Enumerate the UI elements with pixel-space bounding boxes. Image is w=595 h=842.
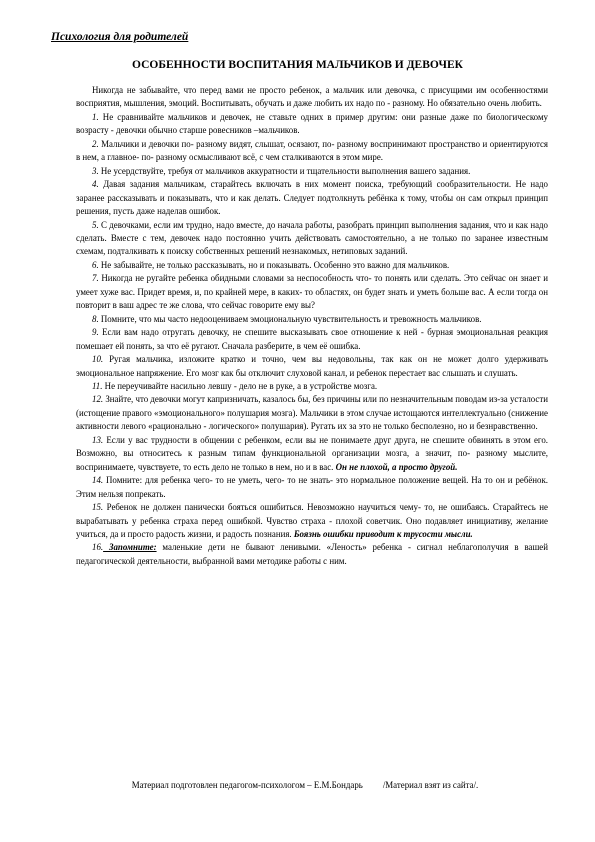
footer-source: /Материал взят из сайта/. <box>382 780 479 790</box>
paragraph-1 <box>76 111 548 138</box>
paragraph-10 <box>76 353 548 380</box>
paragraph-text: Не переучивайте насильно левшу - дело не в руке, а в устройстве мозга. <box>102 380 378 391</box>
paragraph-text: Ребенок не должен панически бояться ошибиться. Невозможно научиться чему- то, не ошибаясь. Старайтесь не вырабатывать у ребенка страха перед ошибкой. Чувство страха - плохой советчик. Оно подавляет инициативу, желание учиться, да и просто радость жизни, и радость познания. <box>76 502 548 539</box>
paragraph-3 <box>76 165 548 178</box>
paragraph-text: Не сравнивайте мальчиков и девочек, не ставьте одних в пример другим: они разные даже по биологическому возрасту - девочки обычно старше ровесников –мальчиков. <box>76 111 548 136</box>
paragraph-12 <box>76 393 548 433</box>
paragraph-6 <box>76 259 548 272</box>
document-title: ОСОБЕННОСТИ ВОСПИТАНИЯ МАЛЬЧИКОВ И ДЕВОЧЕК <box>132 59 463 71</box>
paragraph-lead: Запомните: <box>103 542 157 553</box>
footer-author: Материал подготовлен педагогом-психологом – Е.М.Бондарь <box>131 780 363 790</box>
paragraph-text: Ругая мальчика, изложите кратко и точно, чем вы недовольны, так как он не может долго удерживать эмоциональное напряжение. Его мозг как бы отключит слуховой канал, и ребенок перестает вас слышать и слушать. <box>76 354 548 378</box>
section-header: Психология для родителей <box>51 31 189 43</box>
paragraph-16 <box>76 541 548 568</box>
paragraph-text: Если вам надо отругать девочку, не спешите высказывать свое отношение к ней - бурная эмоциональная реакция помешает ей понять, за что её ругают. Сначала разберите, в чем её ошибка. <box>76 327 548 351</box>
paragraph-number: 5. <box>92 219 99 230</box>
paragraph-number: 15. <box>92 502 104 513</box>
paragraph-text: Никогда не ругайте ребенка обидными словами за неспособность что- то понять или сделать. Это сейчас он знает и умеет хуже вас. Придет время, и, по крайней мере, в каких- то областях, он будет знать и уметь больше вас. А если тогда он повторит в ваш адрес те же слова, что сейчас говорите ему вы? <box>76 273 548 311</box>
paragraph-text: Знайте, что девочки могут капризничать, казалось бы, без причины или по незначительным поводам из-за усталости (истощение правого «эмоционального» полушария мозга). Мальчики в этом случае истощаются интеллектуально (снижение активности левого «рационально - логического» полушария). Ругать их за это не только бесполезно, но и безнравственно. <box>76 394 548 432</box>
paragraph-text: Не забывайте, не только рассказывать, но и показывать. Особенно это важно для мальчиков. <box>98 259 450 270</box>
paragraph-number: 12. <box>92 394 104 405</box>
paragraph-text: маленькие дети не бывают ленивыми. «Леность» ребенка - сигнал неблагополучия в вашей педагогической деятельности, выбранной вами методике работы с ним. <box>76 542 548 566</box>
paragraph-5 <box>76 219 548 259</box>
paragraph-number: 13. <box>92 434 104 445</box>
paragraph-text: Если у вас трудности в общении с ребенком, если вы не понимаете друг друга, не спешите обвинять в этом его. Возможно, вы относитесь к разным типам функциональной организации мозга, а значит, по- разному мыслите, воспринимаете, чувствуете, то есть дело не только в нем, но и в вас. <box>76 434 548 472</box>
paragraph-2 <box>76 138 548 165</box>
paragraph-number: 3. <box>92 165 99 176</box>
paragraph-11 <box>76 380 548 393</box>
paragraph-15 <box>76 501 548 541</box>
paragraph-number: 1. <box>92 111 99 122</box>
document-body <box>76 84 548 568</box>
paragraph-7 <box>76 272 548 312</box>
paragraph-13 <box>76 434 548 474</box>
paragraph-number: 14. <box>92 475 104 486</box>
paragraph-text: Мальчики и девочки по- разному видят, слышат, осязают, по- разному воспринимают пространство и ориентируются в нем, а главное- по- разному осмысливают всё, с чем сталкиваются в этом мире. <box>76 138 548 163</box>
paragraph-emphasis: Он не плохой, а просто другой. <box>333 461 458 472</box>
paragraph-text: Не усердствуйте, требуя от мальчиков аккуратности и тщательности выполнения вашего задания. <box>98 165 471 176</box>
intro-paragraph: Никогда не забывайте, что перед вами не просто ребенок, а мальчик или девочка, с присущими им особенностями восприятия, мышления, эмоций. Воспитывать, обучать и даже любить их надо по - разному. Но обязательно очень любить. <box>76 85 548 109</box>
paragraph-8 <box>76 313 548 326</box>
paragraph-4 <box>76 178 548 218</box>
paragraph-number: 7. <box>92 273 99 284</box>
paragraph-text: Давая задания мальчикам, старайтесь включать в них момент поиска, требующий сообразительности. Не надо заранее рассказывать и показывать, что и как делать. Следует подтолкнуть ребёнка к тому, чтобы он сам открыл принцип решения, пусть даже наделав ошибок. <box>76 179 548 217</box>
paragraph-text: Помните, что мы часто недооцениваем эмоциональную чувствительность и тревожность мальчиков. <box>98 313 482 324</box>
paragraph-number: 4. <box>92 179 99 190</box>
paragraph-9 <box>76 326 548 353</box>
paragraph-text: С девочками, если им трудно, надо вместе, до начала работы, разобрать принцип выполнения задания, что и как надо сделать. Вместе с тем, девочек надо постоянно учить действовать самостоятельно, а не только по заранее известным схемам, подталкивать к поиску собственных решений незнакомых, нетиповых заданий. <box>76 219 548 257</box>
paragraph-number: 9. <box>92 327 99 338</box>
paragraph-text: Помните: для ребенка чего- то не уметь, чего- то не знать- это нормальное положение вещей. На то он и ребёнок. Этим нельзя попрекать. <box>76 475 548 499</box>
paragraph-number: 11. <box>92 380 103 391</box>
paragraph-emphasis: Боязнь ошибки приводит к трусости мысли. <box>291 528 473 539</box>
paragraph-number: 10. <box>92 354 104 365</box>
footer-note <box>60 780 550 790</box>
paragraph-number: 16. <box>92 542 104 553</box>
paragraph-number: 2. <box>92 138 99 149</box>
paragraph-number: 8. <box>92 313 99 324</box>
paragraph-number: 6. <box>92 259 99 270</box>
paragraph-14 <box>76 474 548 501</box>
